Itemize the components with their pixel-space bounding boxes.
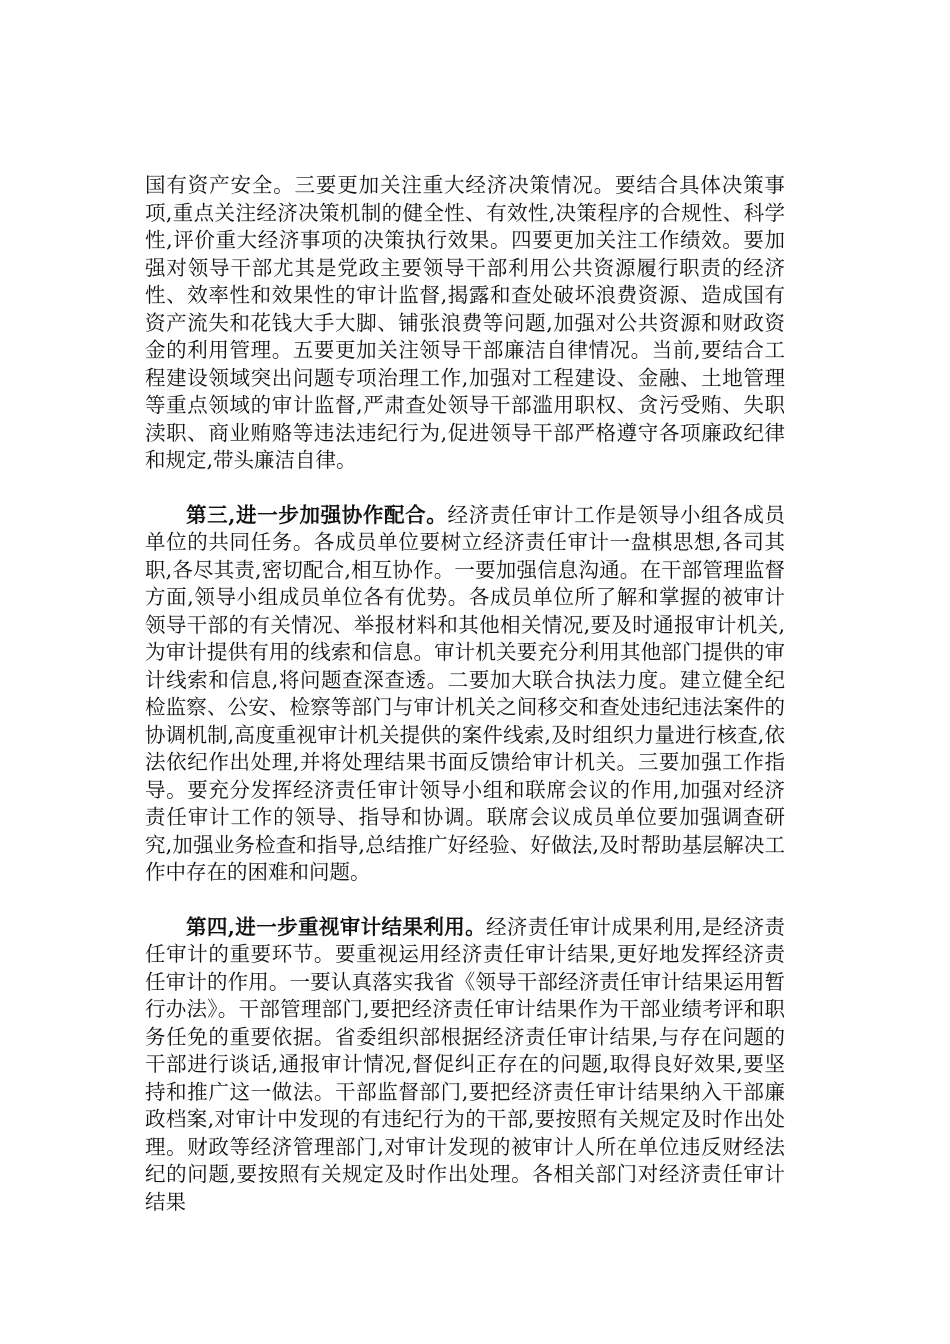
paragraph-gap <box>145 475 785 502</box>
paragraph-2 <box>145 502 785 887</box>
paragraph-1-text: 国有资产安全。三要更加关注重大经济决策情况。要结合具体决策事项,重点关注经济决策机制的健全性、有效性,决策程序的合规性、科学性,评价重大经济事项的决策执行效果。四要更加关注工作绩效。要加强对领导干部尤其是党政主要领导干部利用公共资源履行职责的经济性、效率性和效果性的审计监督,揭露和查处破坏浪费资源、造成国有资产流失和花钱大手大脚、铺张浪费等问题,加强对公共资源和财政资金的利用管理。五要更加关注领导干部廉洁自律情况。当前,要结合工程建设领域突出问题专项治理工作,加强对工程建设、金融、土地管理等重点领域的审计监督,严肃查处领导干部滥用职权、贪污受贿、失职渎职、商业贿赂等违法违纪行为,促进领导干部严格遵守各项廉政纪律和规定,带头廉洁自律。 <box>145 173 785 472</box>
paragraph-1 <box>145 172 785 475</box>
paragraph-3-heading: 第四,进一步重视审计结果利用。 <box>186 914 487 939</box>
paragraph-2-text: 经济责任审计工作是领导小组各成员单位的共同任务。各成员单位要树立经济责任审计一盘棋思想,各司其职,各尽其责,密切配合,相互协作。一要加强信息沟通。在干部管理监督方面,领导小组成员单位各有优势。各成员单位所了解和掌握的被审计领导干部的有关情况、举报材料和其他相关情况,要及时通报审计机关,为审计提供有用的线索和信息。审计机关要充分利用其他部门提供的审计线索和信息,将问题查深查透。二要加大联合执法力度。建立健全纪检监察、公安、检察等部门与审计机关之间移交和查处违纪违法案件的协调机制,高度重视审计机关提供的案件线索,及时组织力量进行核查,依法依纪作出处理,并将处理结果书面反馈给审计机关。三要加强工作指导。要充分发挥经济责任审计领导小组和联席会议的作用,加强对经济责任审计工作的领导、指导和协调。联席会议成员单位要加强调查研究,加强业务检查和指导,总结推广好经验、好做法,及时帮助基层解决工作中存在的困难和问题。 <box>145 502 786 884</box>
paragraph-gap <box>145 887 785 914</box>
paragraph-3 <box>145 914 785 1217</box>
paragraph-3-text: 经济责任审计成果利用,是经济责任审计的重要环节。要重视运用经济责任审计结果,更好地发挥经济责任审计的作用。一要认真落实我省《领导干部经济责任审计结果运用暂行办法》。干部管理部门,要把经济责任审计结果作为干部业绩考评和职务任免的重要依据。省委组织部根据经济责任审计结果,与存在问题的干部进行谈话,通报审计情况,督促纠正存在的问题,取得良好效果,要坚持和推广这一做法。干部监督部门,要把经济责任审计结果纳入干部廉政档案,对审计中发现的有违纪行为的干部,要按照有关规定及时作出处理。财政等经济管理部门,对审计发现的被审计人所在单位违反财经法纪的问题,要按照有关规定及时作出处理。各相关部门对经济责任审计结果 <box>145 914 786 1214</box>
document-body <box>145 172 785 1216</box>
paragraph-2-heading: 第三,进一步加强协作配合。 <box>186 502 448 527</box>
